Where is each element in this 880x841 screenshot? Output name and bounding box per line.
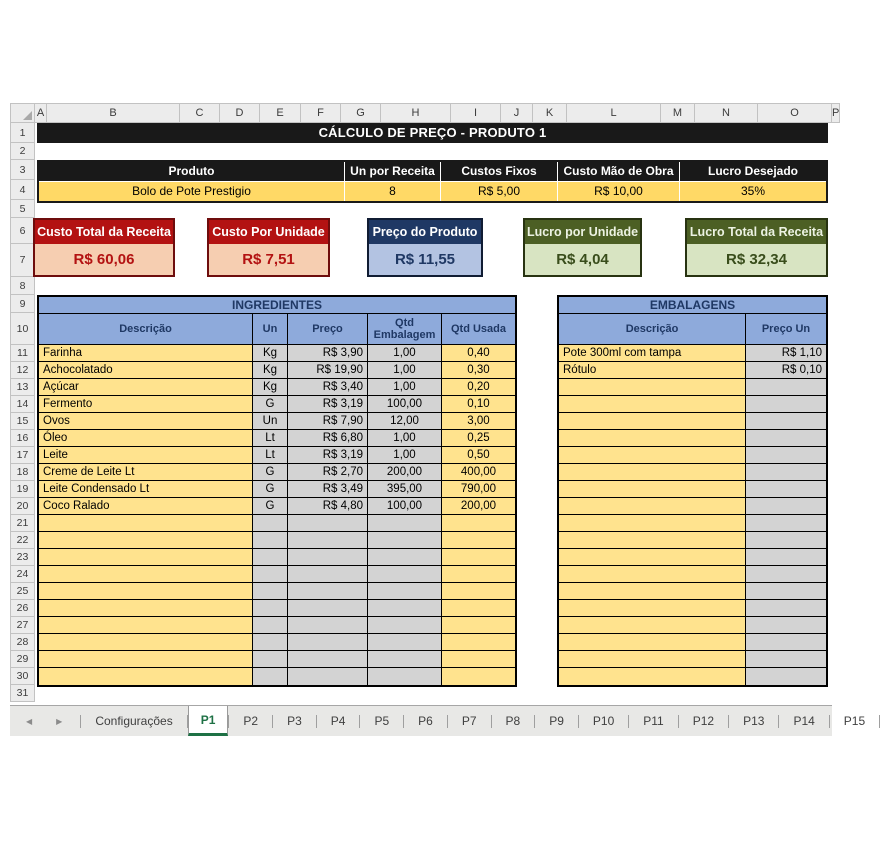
packaging-empty-row	[559, 379, 826, 396]
table-cell[interactable]: 1,00	[368, 430, 442, 447]
table-cell[interactable]	[442, 617, 515, 634]
table-cell[interactable]	[442, 583, 515, 600]
row-header[interactable]: 18	[10, 464, 35, 481]
table-cell[interactable]: 12,00	[368, 413, 442, 430]
table-cell[interactable]	[559, 498, 746, 515]
table-cell[interactable]: 200,00	[442, 498, 515, 515]
table-cell[interactable]: 1,00	[368, 447, 442, 464]
column-header[interactable]: C	[180, 103, 220, 123]
row-header[interactable]: 20	[10, 498, 35, 515]
column-header[interactable]: M	[661, 103, 695, 123]
table-cell[interactable]	[746, 634, 826, 651]
ingredients-column-header: Qtd Embalagem	[368, 314, 442, 345]
table-cell[interactable]	[39, 600, 253, 617]
table-cell[interactable]	[442, 515, 515, 532]
product-value-cell[interactable]: 8	[345, 182, 441, 201]
packaging-column-header: Preço Un	[746, 314, 826, 345]
table-cell[interactable]: Creme de Leite Lt	[39, 464, 253, 481]
table-cell[interactable]	[559, 396, 746, 413]
ingredient-empty-row	[39, 583, 515, 600]
sheet-tab-p4[interactable]: P4	[330, 714, 346, 728]
table-cell[interactable]	[288, 532, 368, 549]
row-header[interactable]: 2	[10, 143, 35, 160]
product-header-cell: Custo Mão de Obra	[558, 162, 680, 182]
table-cell[interactable]	[253, 651, 288, 668]
ingredients-table	[37, 295, 517, 687]
table-cell[interactable]	[559, 447, 746, 464]
packaging-empty-row	[559, 532, 826, 549]
table-cell[interactable]	[39, 617, 253, 634]
sheet-tab-p8[interactable]: P8	[505, 714, 521, 728]
row-header[interactable]: 4	[10, 180, 35, 200]
table-cell[interactable]	[559, 651, 746, 668]
table-cell[interactable]	[253, 566, 288, 583]
row-header[interactable]: 1	[10, 123, 35, 143]
row-header[interactable]: 28	[10, 634, 35, 651]
table-cell[interactable]	[39, 651, 253, 668]
ingredients-header-row	[39, 314, 515, 345]
table-cell[interactable]	[442, 549, 515, 566]
table-cell[interactable]	[746, 447, 826, 464]
ingredient-row	[39, 413, 515, 430]
table-cell[interactable]: Kg	[253, 362, 288, 379]
table-cell[interactable]: R$ 0,10	[746, 362, 826, 379]
packaging-column-header: Descrição	[559, 314, 746, 345]
table-cell[interactable]	[253, 600, 288, 617]
table-cell[interactable]	[442, 651, 515, 668]
table-cell[interactable]	[39, 515, 253, 532]
table-cell[interactable]: G	[253, 498, 288, 515]
table-cell[interactable]	[746, 668, 826, 685]
row-header[interactable]: 15	[10, 413, 35, 430]
table-cell[interactable]: 1,00	[368, 379, 442, 396]
table-cell[interactable]: Lt	[253, 430, 288, 447]
table-cell[interactable]	[253, 617, 288, 634]
row-header[interactable]: 27	[10, 617, 35, 634]
column-header[interactable]: P	[832, 103, 840, 123]
row-header[interactable]: 14	[10, 396, 35, 413]
table-cell[interactable]	[288, 566, 368, 583]
sheet-tab-p9[interactable]: P9	[549, 714, 564, 728]
table-cell[interactable]	[442, 532, 515, 549]
table-cell[interactable]: R$ 3,90	[288, 345, 368, 362]
product-header-cell: Lucro Desejado	[680, 162, 826, 182]
packaging-empty-row	[559, 413, 826, 430]
table-cell[interactable]: 0,40	[442, 345, 515, 362]
row-header[interactable]: 26	[10, 600, 35, 617]
row-header[interactable]: 30	[10, 668, 35, 685]
table-cell[interactable]: 100,00	[368, 396, 442, 413]
packaging-empty-row	[559, 464, 826, 481]
table-cell[interactable]	[368, 634, 442, 651]
table-cell[interactable]: 0,10	[442, 396, 515, 413]
ingredients-column-header: Preço	[288, 314, 368, 345]
card-label: Lucro Total da Receita	[687, 220, 826, 244]
ingredient-row	[39, 498, 515, 515]
sheet-tab-p1[interactable]: P1	[188, 706, 229, 736]
table-cell[interactable]	[746, 464, 826, 481]
table-cell[interactable]	[559, 430, 746, 447]
table-cell[interactable]	[746, 549, 826, 566]
table-cell[interactable]	[559, 481, 746, 498]
packaging-header-row	[559, 314, 826, 345]
table-cell[interactable]	[559, 668, 746, 685]
column-header[interactable]: N	[695, 103, 758, 123]
row-header[interactable]: 5	[10, 200, 35, 218]
table-cell[interactable]: 0,30	[442, 362, 515, 379]
ingredients-rows	[39, 345, 515, 685]
packaging-empty-row	[559, 515, 826, 532]
table-cell[interactable]	[288, 651, 368, 668]
summary-card[interactable]	[523, 218, 642, 277]
row-header[interactable]: 7	[10, 244, 35, 277]
table-cell[interactable]	[746, 413, 826, 430]
table-cell[interactable]	[368, 515, 442, 532]
packaging-rows	[559, 345, 826, 685]
table-cell[interactable]	[442, 566, 515, 583]
table-cell[interactable]: R$ 2,70	[288, 464, 368, 481]
table-cell[interactable]	[39, 566, 253, 583]
table-cell[interactable]: Pote 300ml com tampa	[559, 345, 746, 362]
ingredient-empty-row	[39, 651, 515, 668]
table-cell[interactable]: R$ 7,90	[288, 413, 368, 430]
table-cell[interactable]	[368, 600, 442, 617]
table-cell[interactable]: Farinha	[39, 345, 253, 362]
packaging-empty-row	[559, 617, 826, 634]
table-cell[interactable]: G	[253, 481, 288, 498]
row-headers	[10, 123, 35, 702]
row-header[interactable]: 25	[10, 583, 35, 600]
table-cell[interactable]: Leite Condensado Lt	[39, 481, 253, 498]
summary-card[interactable]	[207, 218, 330, 277]
packaging-empty-row	[559, 396, 826, 413]
table-cell[interactable]: Ovos	[39, 413, 253, 430]
tab-scroll-nav	[10, 706, 80, 736]
product-info-table	[37, 160, 828, 203]
column-header[interactable]: G	[341, 103, 381, 123]
row-header[interactable]: 12	[10, 362, 35, 379]
table-cell[interactable]: R$ 3,19	[288, 396, 368, 413]
column-header[interactable]: F	[301, 103, 341, 123]
table-cell[interactable]: 400,00	[442, 464, 515, 481]
table-cell[interactable]	[559, 379, 746, 396]
sheet-tab-p3[interactable]: P3	[287, 714, 302, 728]
table-cell[interactable]: 395,00	[368, 481, 442, 498]
table-cell[interactable]	[368, 617, 442, 634]
sheet-tab-p11[interactable]: P11	[643, 714, 664, 728]
row-header[interactable]: 9	[10, 295, 35, 313]
packaging-empty-row	[559, 583, 826, 600]
packaging-title: EMBALAGENS	[559, 297, 826, 314]
product-value-row	[39, 182, 826, 201]
row-header[interactable]: 23	[10, 549, 35, 566]
card-label: Preço do Produto	[369, 220, 481, 244]
column-header[interactable]: L	[567, 103, 661, 123]
row-header[interactable]: 29	[10, 651, 35, 668]
table-cell[interactable]	[288, 549, 368, 566]
table-cell[interactable]	[746, 651, 826, 668]
packaging-empty-row	[559, 634, 826, 651]
packaging-empty-row	[559, 566, 826, 583]
packaging-empty-row	[559, 651, 826, 668]
packaging-empty-row	[559, 430, 826, 447]
table-cell[interactable]: Óleo	[39, 430, 253, 447]
tabs-scroll-left-icon[interactable]: ◀	[26, 716, 33, 726]
table-cell[interactable]: 1,00	[368, 362, 442, 379]
table-cell[interactable]	[368, 532, 442, 549]
table-cell[interactable]: 1,00	[368, 345, 442, 362]
table-cell[interactable]	[559, 532, 746, 549]
table-cell[interactable]	[559, 549, 746, 566]
card-value: R$ 4,04	[525, 244, 640, 275]
row-header[interactable]: 8	[10, 277, 35, 295]
ingredient-row	[39, 464, 515, 481]
packaging-empty-row	[559, 481, 826, 498]
column-header[interactable]: E	[260, 103, 301, 123]
table-cell[interactable]	[559, 583, 746, 600]
card-label: Custo Total da Receita	[35, 220, 173, 244]
table-cell[interactable]: G	[253, 396, 288, 413]
table-cell[interactable]	[559, 413, 746, 430]
ingredient-empty-row	[39, 617, 515, 634]
table-cell[interactable]: R$ 3,19	[288, 447, 368, 464]
summary-card[interactable]	[685, 218, 828, 277]
table-cell[interactable]: Achocolatado	[39, 362, 253, 379]
row-header[interactable]: 10	[10, 313, 35, 345]
table-cell[interactable]	[253, 583, 288, 600]
select-all-triangle-icon	[23, 111, 32, 120]
card-value: R$ 7,51	[209, 244, 328, 275]
table-cell[interactable]	[39, 549, 253, 566]
table-cell[interactable]: 0,50	[442, 447, 515, 464]
product-value-cell[interactable]: 35%	[680, 182, 826, 201]
table-cell[interactable]	[559, 464, 746, 481]
column-header[interactable]: O	[758, 103, 832, 123]
table-cell[interactable]: 3,00	[442, 413, 515, 430]
table-cell[interactable]	[368, 651, 442, 668]
select-all-button[interactable]	[10, 103, 35, 123]
table-cell[interactable]	[368, 566, 442, 583]
product-header-cell: Un por Receita	[345, 162, 441, 182]
table-cell[interactable]	[368, 583, 442, 600]
ingredients-title: INGREDIENTES	[39, 297, 515, 314]
ingredient-row	[39, 481, 515, 498]
table-cell[interactable]	[288, 600, 368, 617]
row-header[interactable]: 21	[10, 515, 35, 532]
table-cell[interactable]: R$ 3,40	[288, 379, 368, 396]
table-cell[interactable]	[368, 668, 442, 685]
column-header[interactable]: A	[35, 103, 47, 123]
table-cell[interactable]	[746, 396, 826, 413]
card-label: Lucro por Unidade	[525, 220, 640, 244]
row-header[interactable]: 16	[10, 430, 35, 447]
table-cell[interactable]	[253, 668, 288, 685]
row-header[interactable]: 13	[10, 379, 35, 396]
ingredient-row	[39, 362, 515, 379]
row-header[interactable]: 11	[10, 345, 35, 362]
tabs-scroll-right-icon[interactable]: ▶	[56, 716, 63, 726]
ingredient-row	[39, 379, 515, 396]
ingredient-empty-row	[39, 634, 515, 651]
ingredient-empty-row	[39, 566, 515, 583]
column-header[interactable]: K	[533, 103, 567, 123]
table-cell[interactable]: Kg	[253, 379, 288, 396]
column-header[interactable]: I	[451, 103, 501, 123]
table-cell[interactable]: Kg	[253, 345, 288, 362]
product-value-cell[interactable]: Bolo de Pote Prestigio	[39, 182, 345, 201]
table-cell[interactable]	[746, 481, 826, 498]
ingredients-column-header: Descrição	[39, 314, 253, 345]
table-cell[interactable]	[39, 634, 253, 651]
sheet-tab-p2[interactable]: P2	[243, 714, 259, 728]
card-label: Custo Por Unidade	[209, 220, 328, 244]
column-header[interactable]: D	[220, 103, 260, 123]
table-cell[interactable]: Fermento	[39, 396, 253, 413]
sheet-tab-p12[interactable]: P12	[692, 714, 715, 728]
ingredient-empty-row	[39, 668, 515, 685]
ingredients-column-header: Un	[253, 314, 288, 345]
sheet-tab-p14[interactable]: P14	[793, 714, 815, 728]
sheet-tab-p15[interactable]: P15	[843, 714, 866, 728]
packaging-empty-row	[559, 668, 826, 685]
table-cell[interactable]: R$ 3,49	[288, 481, 368, 498]
row-header[interactable]: 22	[10, 532, 35, 549]
table-cell[interactable]	[442, 600, 515, 617]
column-header[interactable]: H	[381, 103, 451, 123]
table-cell[interactable]: 0,20	[442, 379, 515, 396]
table-cell[interactable]: R$ 1,10	[746, 345, 826, 362]
table-cell[interactable]	[368, 549, 442, 566]
column-headers	[10, 103, 840, 123]
table-cell[interactable]: Açúcar	[39, 379, 253, 396]
product-header-row	[39, 162, 826, 182]
table-cell[interactable]: Lt	[253, 447, 288, 464]
ingredient-row	[39, 345, 515, 362]
table-cell[interactable]: G	[253, 464, 288, 481]
row-header[interactable]: 6	[10, 218, 35, 244]
row-header[interactable]: 19	[10, 481, 35, 498]
table-cell[interactable]	[288, 668, 368, 685]
packaging-row	[559, 362, 826, 379]
table-cell[interactable]	[746, 515, 826, 532]
packaging-table	[557, 295, 828, 687]
ingredients-column-header: Qtd Usada	[442, 314, 515, 345]
table-cell[interactable]	[746, 379, 826, 396]
table-cell[interactable]	[746, 532, 826, 549]
card-value: R$ 11,55	[369, 244, 481, 275]
ingredient-row	[39, 430, 515, 447]
table-cell[interactable]	[559, 600, 746, 617]
table-cell[interactable]: 790,00	[442, 481, 515, 498]
sheet-tab-p5[interactable]: P5	[374, 714, 390, 728]
row-header[interactable]: 31	[10, 685, 35, 702]
row-header[interactable]: 3	[10, 160, 35, 180]
table-cell[interactable]	[746, 583, 826, 600]
product-value-cell[interactable]: R$ 5,00	[441, 182, 558, 201]
title-banner: CÁLCULO DE PREÇO - PRODUTO 1	[37, 123, 828, 143]
table-cell[interactable]: Coco Ralado	[39, 498, 253, 515]
table-cell[interactable]	[746, 498, 826, 515]
table-cell[interactable]	[746, 600, 826, 617]
product-header-cell: Produto	[39, 162, 345, 182]
ingredient-row	[39, 396, 515, 413]
table-cell[interactable]: R$ 4,80	[288, 498, 368, 515]
table-cell[interactable]	[253, 634, 288, 651]
table-cell[interactable]: Un	[253, 413, 288, 430]
packaging-empty-row	[559, 549, 826, 566]
table-cell[interactable]: R$ 6,80	[288, 430, 368, 447]
ingredient-empty-row	[39, 549, 515, 566]
summary-card[interactable]	[367, 218, 483, 277]
summary-card[interactable]	[33, 218, 175, 277]
table-cell[interactable]	[442, 634, 515, 651]
packaging-empty-row	[559, 498, 826, 515]
card-value: R$ 32,34	[687, 244, 826, 275]
table-cell[interactable]	[559, 515, 746, 532]
column-header[interactable]: B	[47, 103, 180, 123]
table-cell[interactable]	[559, 617, 746, 634]
product-value-cell[interactable]: R$ 10,00	[558, 182, 680, 201]
table-cell[interactable]	[39, 532, 253, 549]
table-cell[interactable]	[559, 634, 746, 651]
table-cell[interactable]	[39, 583, 253, 600]
table-cell[interactable]	[288, 617, 368, 634]
table-cell[interactable]	[288, 515, 368, 532]
ingredient-row	[39, 447, 515, 464]
table-cell[interactable]: Rótulo	[559, 362, 746, 379]
card-value: R$ 60,06	[35, 244, 173, 275]
table-cell[interactable]	[442, 668, 515, 685]
sheet-tab-p13[interactable]: P13	[743, 714, 765, 728]
table-cell[interactable]	[253, 515, 288, 532]
table-cell[interactable]	[253, 532, 288, 549]
table-cell[interactable]: 200,00	[368, 464, 442, 481]
sheet-tab-configurações[interactable]: Configurações	[95, 714, 173, 728]
sheet-tab-p6[interactable]: P6	[418, 714, 433, 728]
packaging-empty-row	[559, 447, 826, 464]
row-header[interactable]: 17	[10, 447, 35, 464]
table-cell[interactable]: 0,25	[442, 430, 515, 447]
table-cell[interactable]	[746, 430, 826, 447]
table-cell[interactable]	[288, 583, 368, 600]
ingredient-empty-row	[39, 532, 515, 549]
table-cell[interactable]	[559, 566, 746, 583]
table-cell[interactable]	[288, 634, 368, 651]
product-header-cell: Custos Fixos	[441, 162, 558, 182]
sheet-tab-bar	[10, 705, 866, 736]
table-cell[interactable]	[253, 549, 288, 566]
table-cell[interactable]	[746, 617, 826, 634]
ingredient-empty-row	[39, 600, 515, 617]
table-cell[interactable]: Leite	[39, 447, 253, 464]
sheet-area	[35, 123, 835, 702]
table-cell[interactable]: 100,00	[368, 498, 442, 515]
table-cell[interactable]	[39, 668, 253, 685]
packaging-empty-row	[559, 600, 826, 617]
sheet-tab-p10[interactable]: P10	[592, 714, 615, 728]
row-header[interactable]: 24	[10, 566, 35, 583]
column-header[interactable]: J	[501, 103, 533, 123]
packaging-row	[559, 345, 826, 362]
table-cell[interactable]	[746, 566, 826, 583]
table-cell[interactable]: R$ 19,90	[288, 362, 368, 379]
ingredient-empty-row	[39, 515, 515, 532]
sheet-tab-p7[interactable]: P7	[461, 714, 477, 728]
